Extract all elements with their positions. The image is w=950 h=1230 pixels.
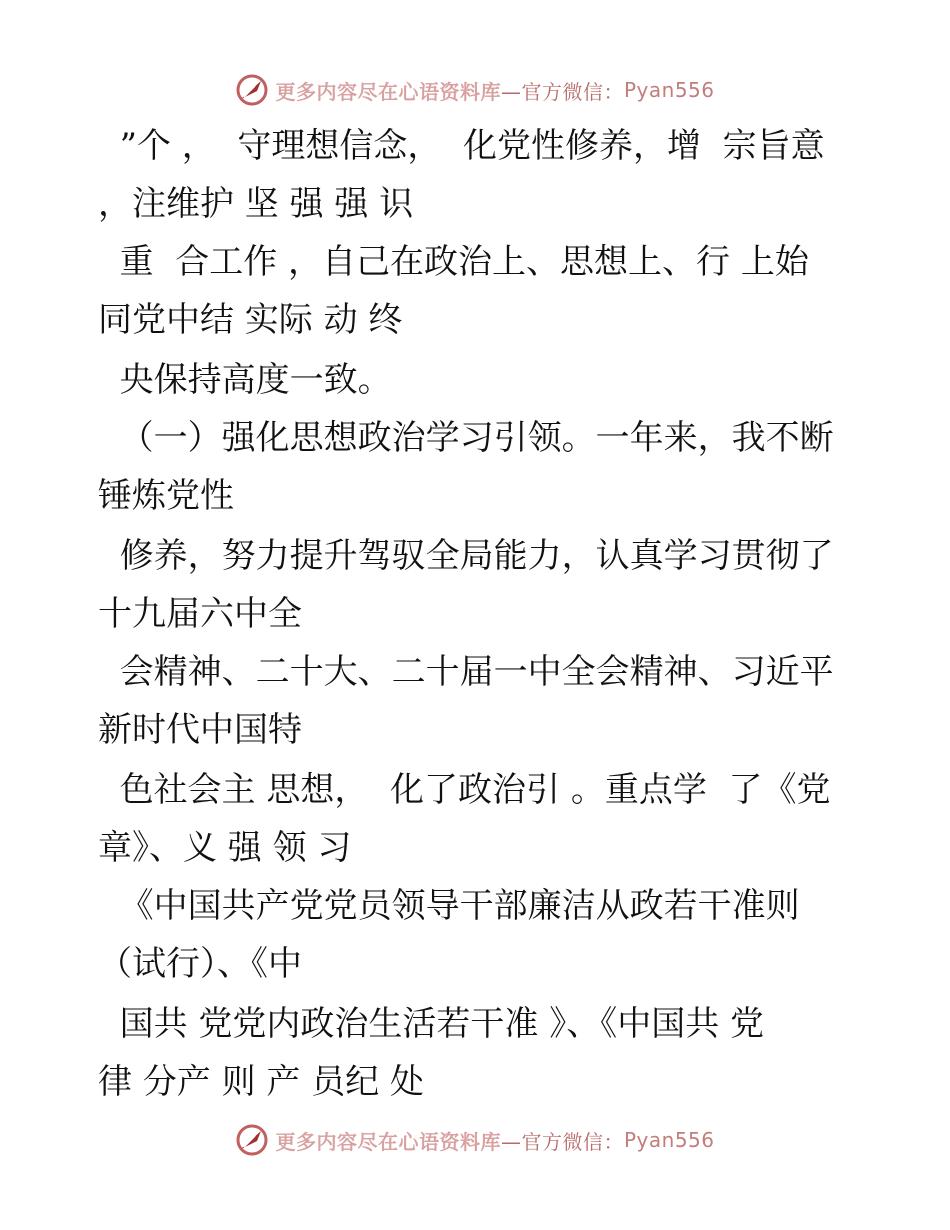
watermark-text-dash: —官方微信：	[500, 79, 624, 104]
text-line: 央保持高度一致。	[98, 360, 392, 400]
text-line: 新时代中国特	[98, 710, 302, 750]
watermark-text-main: 更多内容尽在心语资料库	[275, 79, 501, 104]
watermark-wechat-id: Pyan556	[623, 78, 715, 102]
text-line: 锤炼党性	[98, 476, 234, 516]
text-line: （试行）、《中	[98, 944, 302, 984]
text-line: ”个 ， 守理想信念， 化党性修养，增 宗旨意	[98, 126, 825, 166]
text-line: 国共 党党内政治生活若干准 》、《中国共 党	[98, 1004, 765, 1044]
text-line: 同党中结 实际 动 终	[98, 300, 403, 340]
text-line: ，注维护 坚 强 强 识	[98, 184, 414, 224]
text-line: 章》、义 强 领 习	[98, 828, 352, 868]
text-line: 十九届六中全	[98, 594, 302, 634]
quill-logo-icon	[235, 73, 269, 107]
watermark-text-main: 更多内容尽在心语资料库	[275, 1129, 501, 1154]
text-line: 《中国共产党党员领导干部廉洁从政若干准则	[98, 886, 800, 926]
watermark-text-dash: —官方微信：	[500, 1129, 624, 1154]
text-line: （一）强化思想政治学习引领。一年来，我不断	[98, 418, 834, 458]
text-line: 修养，努力提升驾驭全局能力，认真学习贯彻了	[98, 536, 834, 576]
watermark-wechat-id: Pyan556	[623, 1128, 715, 1152]
text-line: 色社会主 思想， 化了政治引 。重点学 了《党	[98, 770, 831, 810]
quill-logo-icon	[235, 1123, 269, 1157]
header-watermark	[0, 70, 950, 110]
text-line: 律 分产 则 产 员纪 处	[98, 1062, 425, 1102]
footer-watermark	[0, 1120, 950, 1160]
text-line: 重 合工作 ，自己在政治上、思想上、行 上始	[98, 242, 809, 282]
text-line: 会精神、二十大、二十届一中全会精神、习近平	[98, 652, 834, 692]
